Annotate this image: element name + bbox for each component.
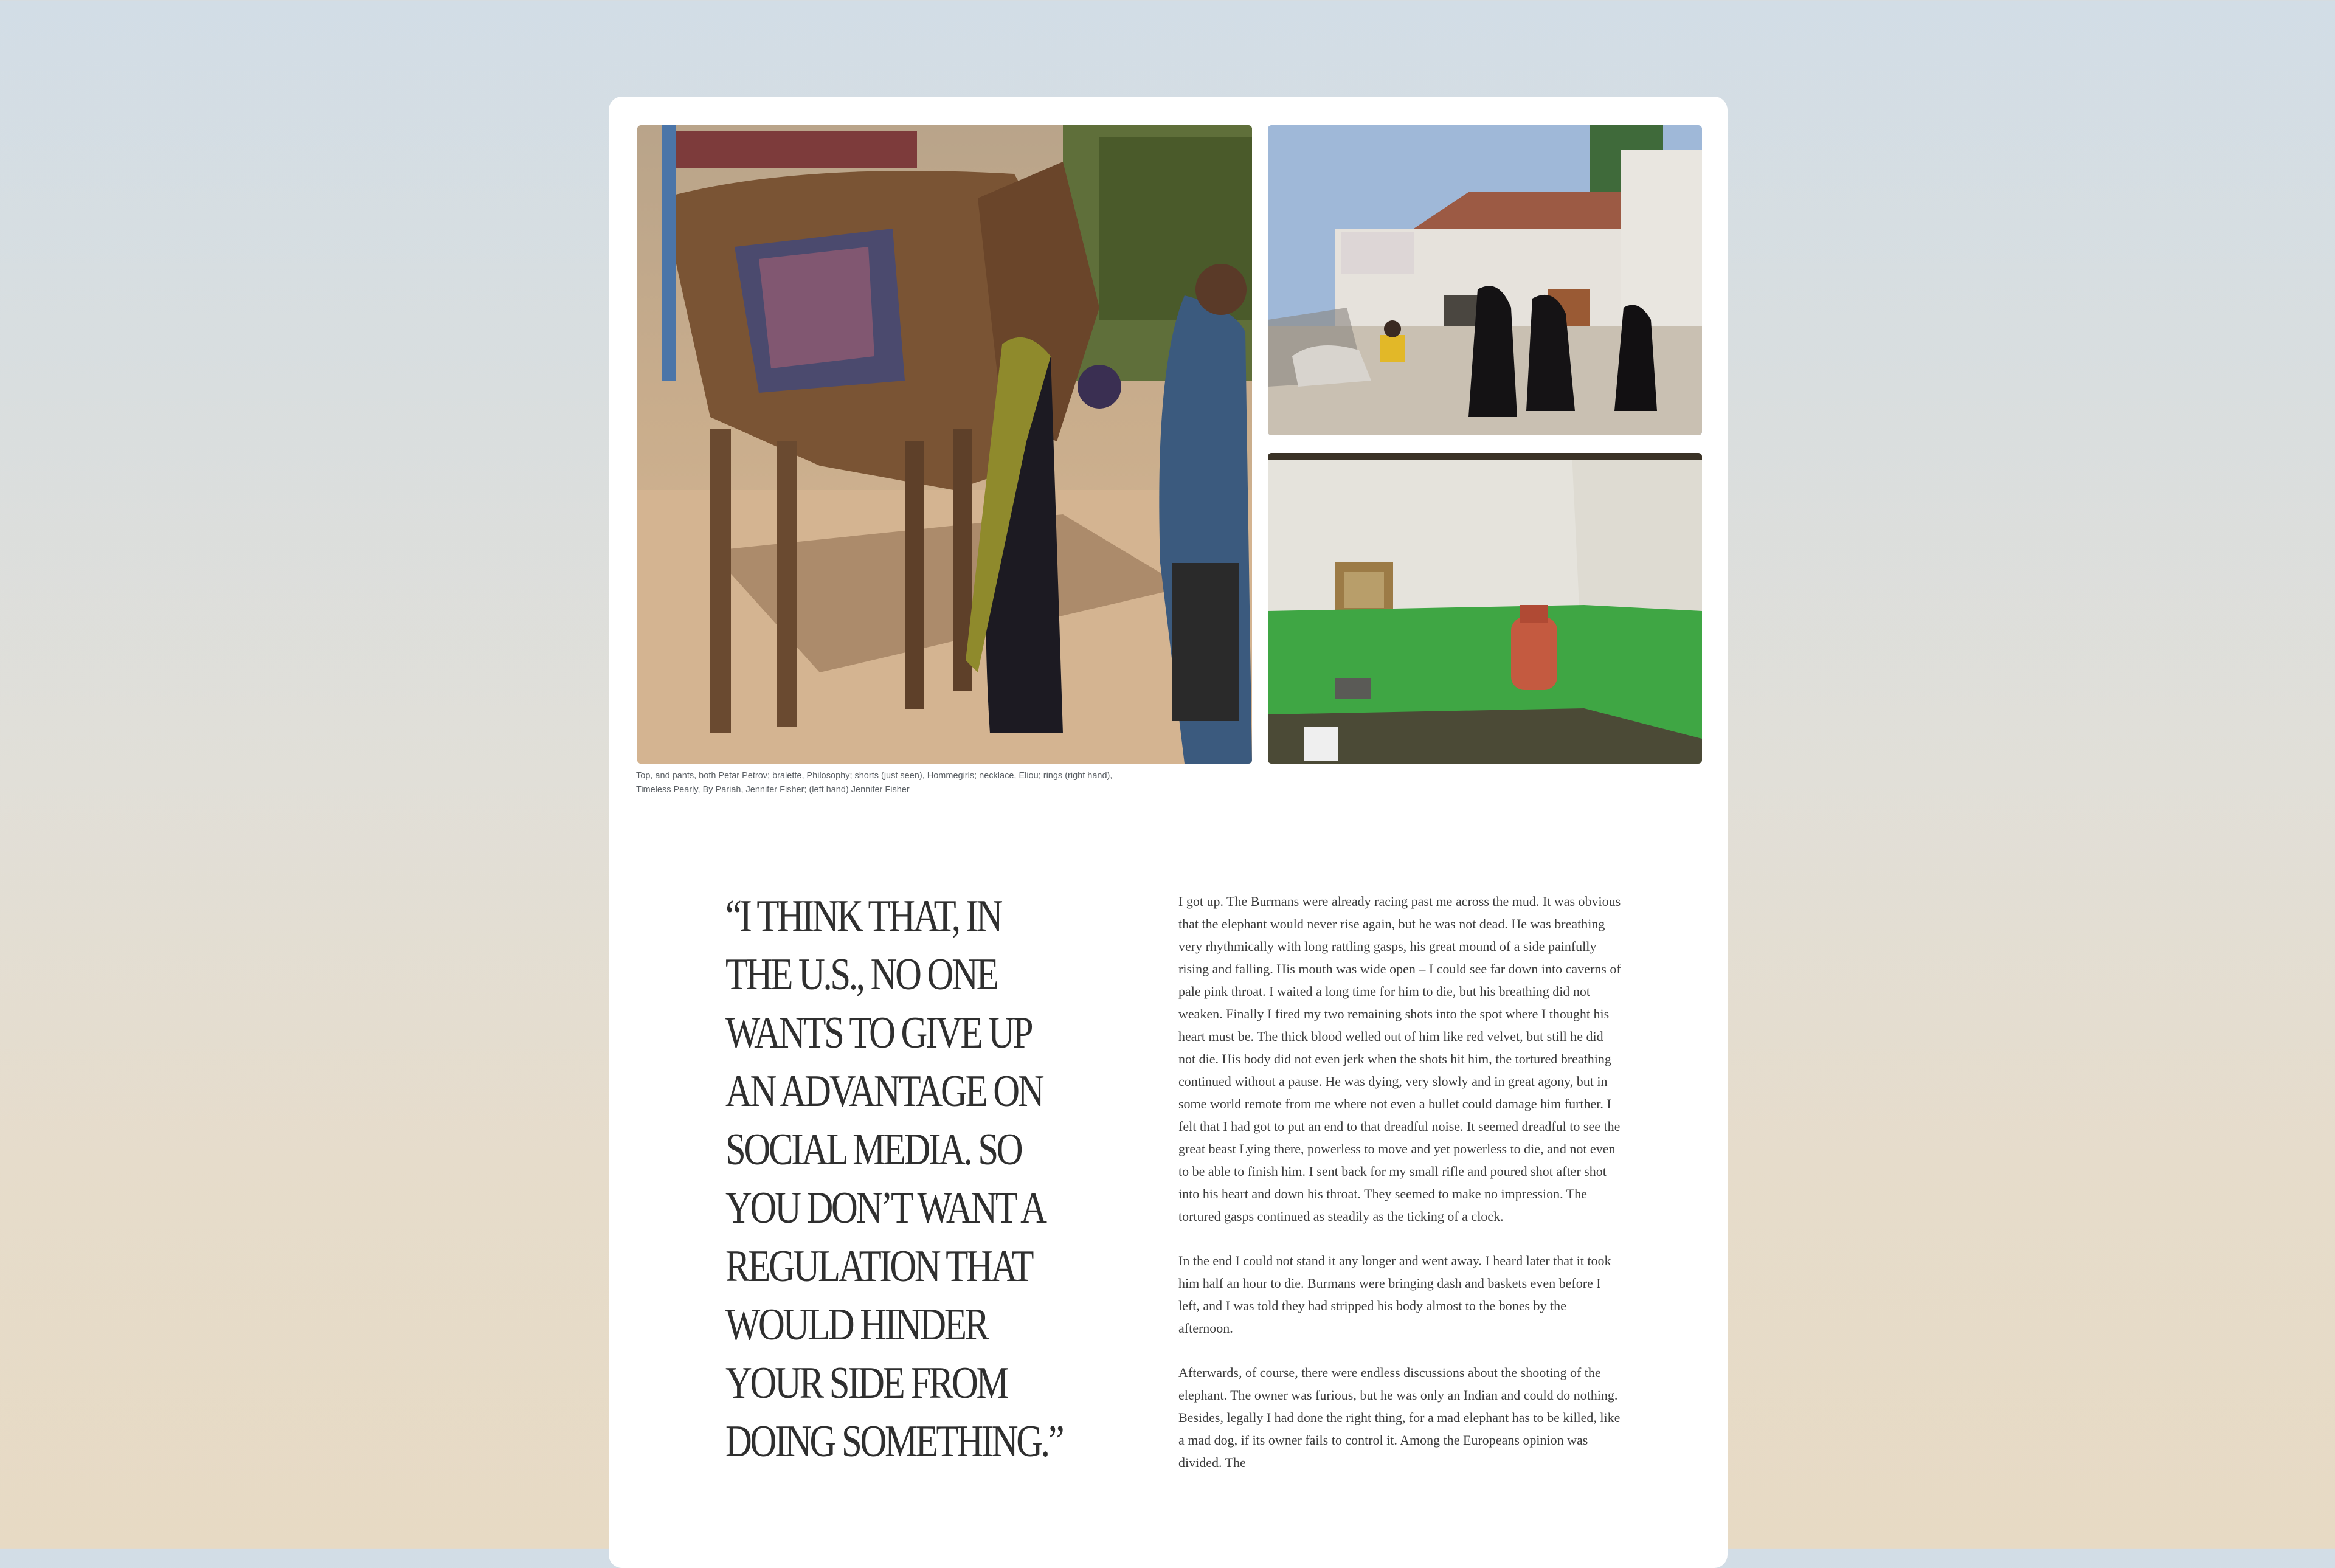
body-paragraph: Afterwards, of course, there were endless discussions about the shooting of the elephant. The owner was furious, but he was only an Indian and could do nothing. Besides, legally I had done the right thing, for a mad elephant has to be killed, like a mad dog, if its owner fails to control it. Among the Europeans opinion was divided. The — [1178, 1365, 1621, 1470]
body-paragraph: I got up. The Burmans were already racing past me across the mud. It was obvious that the elephant would never rise again, but he was not dead. He was breathing very rhythmically with long rattling gasps, his great mound of a side painfully rising and falling. His mouth was wide open – I could see far down into caverns of pale pink throat. I waited a long time for him to die, but his breathing did not weaken. Finally I fired my two remaining shots into the spot where I thought his heart must be. The thick blood welled out of him like red velvet, but still he did not die. His body did not even jerk when the shots hit him, the tortured breathing continued without a pause. He was dying, very slowly and in great agony, but in some world remote from me where not even a bullet could damage him further. I felt that I had got to put an end to that dreadful noise. It seemed dreadful to see the great beast Lying there, powerless to move and yet powerless to die, and not even to be able to finish him. I sent back for my small rifle and poured shot after shot into his heart and down his throat. They seemed to make no impression. The tortured gasps continued as steadily as the ticking of a clock. — [1178, 894, 1621, 1224]
body-paragraph: In the end I could not stand it any longer and went away. I heard later that it took him half an hour to die. Burmans were bringing dash and baskets even before I left, and I was told they had stripped his body almost to the bones by the afternoon. — [1178, 1253, 1611, 1336]
caption-line-2: Timeless Pearly, By Pariah, Jennifer Fisher; (left hand) Jennifer Fisher — [636, 785, 910, 795]
caption-line-1: Top, and pants, both Petar Petrov; bralette, Philosophy; shorts (just seen), Hommegirls; necklace, Eliou; rings (right hand), — [636, 771, 1113, 781]
pull-quote: “I THINK THAT, IN THE U.S., NO ONE WANTS TO GIVE UP AN ADVANTAGE ON SOCIAL MEDIA. SO YOU DON’T WANT A REGULATION THAT WOULD HINDER YOUR SIDE FROM DOING SOMETHING.” — [725, 891, 1063, 1466]
village-street-photo — [1268, 125, 1702, 435]
photo-caption — [636, 769, 1244, 797]
article-card — [609, 97, 1728, 1568]
article-body — [1178, 890, 1621, 1496]
camel-market-photo — [637, 125, 1252, 764]
green-room-interior-photo — [1268, 453, 1702, 764]
